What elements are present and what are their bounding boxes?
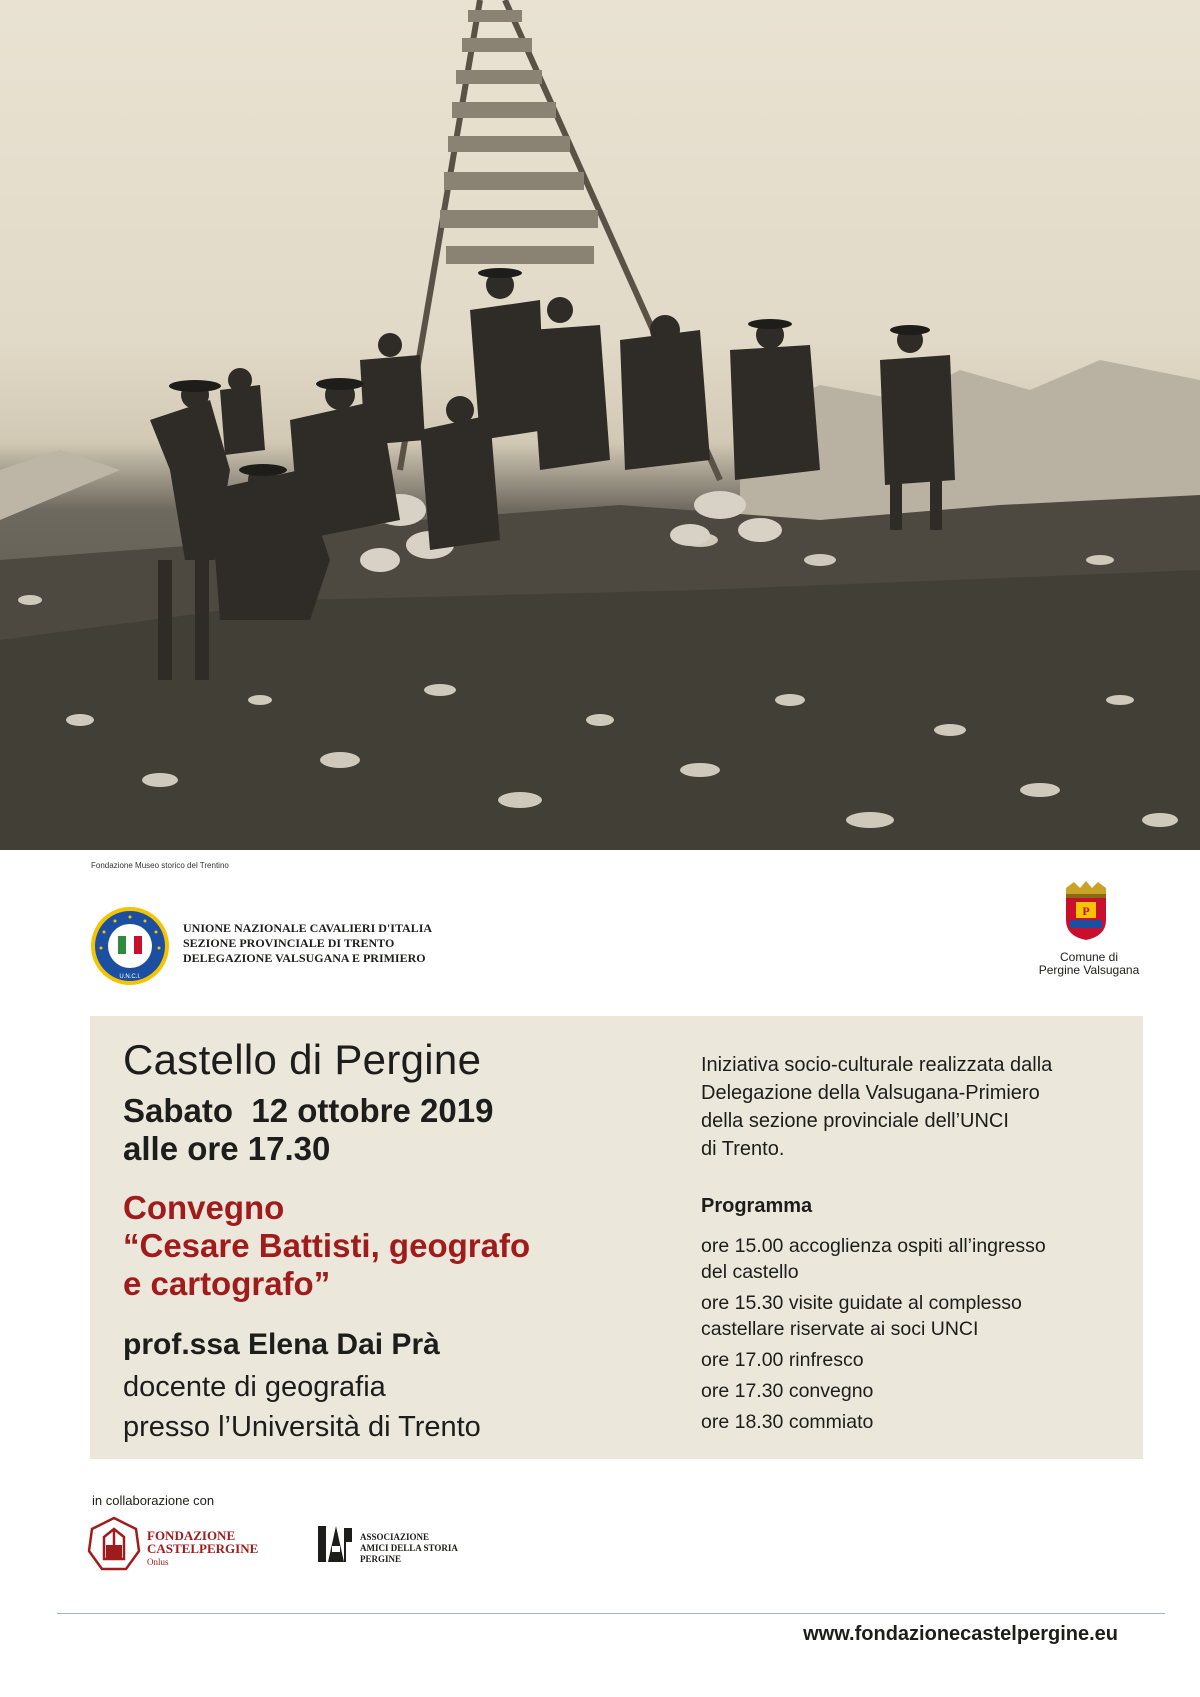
unci-line-1: UNIONE NAZIONALE CAVALIERI D'ITALIA xyxy=(183,921,433,935)
intro-line-2: Delegazione della Valsugana-Primiero xyxy=(701,1082,1040,1104)
asp-line-1: ASSOCIAZIONE xyxy=(360,1532,430,1542)
date-line-2: alle ore 17.30 xyxy=(123,1130,331,1167)
programma-item-line: ore 17.30 convegno xyxy=(701,1380,874,1402)
svg-text:P: P xyxy=(1082,904,1090,918)
asp-line-2: AMICI DELLA STORIA xyxy=(360,1543,458,1553)
fondazione-castelpergine-logo-icon xyxy=(86,1515,142,1573)
programma-item-line: castellare riservate ai soci UNCI xyxy=(701,1318,979,1340)
programma-item-line: ore 15.00 accoglienza ospiti all’ingresso xyxy=(701,1235,1046,1257)
fondazione-sub: Onlus xyxy=(147,1557,169,1567)
role-line-1: docente di geografia xyxy=(123,1371,386,1403)
convegno-line-1: Convegno xyxy=(123,1189,285,1226)
comune-label xyxy=(1014,951,1164,977)
programma-title: Programma xyxy=(701,1195,813,1217)
role-line-2: presso l’Università di Trento xyxy=(123,1411,481,1443)
intro-line-3: della sezione provinciale dell’UNCI xyxy=(701,1110,1009,1132)
programma-item-line: del castello xyxy=(701,1261,799,1283)
intro-line-4: di Trento. xyxy=(701,1138,785,1160)
asp-logo-icon xyxy=(316,1522,354,1566)
programma-item xyxy=(701,1347,1046,1373)
convegno-line-2: “Cesare Battisti, geografo xyxy=(123,1227,531,1264)
fondazione-castelpergine-name xyxy=(147,1529,258,1569)
fondazione-line-1: FONDAZIONE xyxy=(147,1528,236,1543)
asp-name xyxy=(360,1532,458,1565)
convegno-line-3: e cartografo” xyxy=(123,1265,331,1302)
speaker-role xyxy=(123,1367,481,1447)
website-link[interactable]: www.fondazionecastelpergine.eu xyxy=(803,1623,1118,1645)
fondazione-line-2: CASTELPERGINE xyxy=(147,1541,259,1556)
programma-item-line: ore 15.30 visite guidate al complesso xyxy=(701,1292,1022,1314)
programma-item-line: ore 17.00 rinfresco xyxy=(701,1349,864,1371)
convegno-title xyxy=(123,1189,530,1303)
speaker-name: prof.ssa Elena Dai Prà xyxy=(123,1328,440,1361)
comune-crest-icon xyxy=(1060,880,1112,942)
photo-credit: Fondazione Museo storico del Trentino xyxy=(91,861,229,870)
event-date xyxy=(123,1092,493,1168)
unci-line-3: DELEGAZIONE VALSUGANA E PRIMIERO xyxy=(183,951,426,965)
unci-line-2: SEZIONE PROVINCIALE DI TRENTO xyxy=(183,936,395,950)
intro-text xyxy=(701,1051,1052,1163)
footer-divider xyxy=(57,1613,1165,1614)
intro-line-1: Iniziativa socio-culturale realizzata dalla xyxy=(701,1054,1053,1076)
comune-line-1: Comune di xyxy=(1059,950,1119,964)
comune-line-2: Pergine Valsugana xyxy=(1038,963,1140,977)
programma-list xyxy=(701,1233,1046,1440)
programma-item xyxy=(701,1378,1046,1404)
unci-heading xyxy=(183,921,432,966)
collab-label: in collaborazione con xyxy=(92,1493,215,1508)
asp-line-3: PERGINE xyxy=(360,1554,402,1564)
unci-seal-logo xyxy=(90,906,170,986)
unci-seal-bottom-text: U.N.C.I. xyxy=(119,974,141,980)
programma-item-line: ore 18.30 commiato xyxy=(701,1411,874,1433)
programma-item xyxy=(701,1290,1046,1342)
programma-item xyxy=(701,1409,1046,1435)
venue-title: Castello di Pergine xyxy=(123,1036,482,1083)
programma-item xyxy=(701,1233,1046,1285)
date-line-1: Sabato 12 ottobre 2019 xyxy=(123,1092,494,1129)
